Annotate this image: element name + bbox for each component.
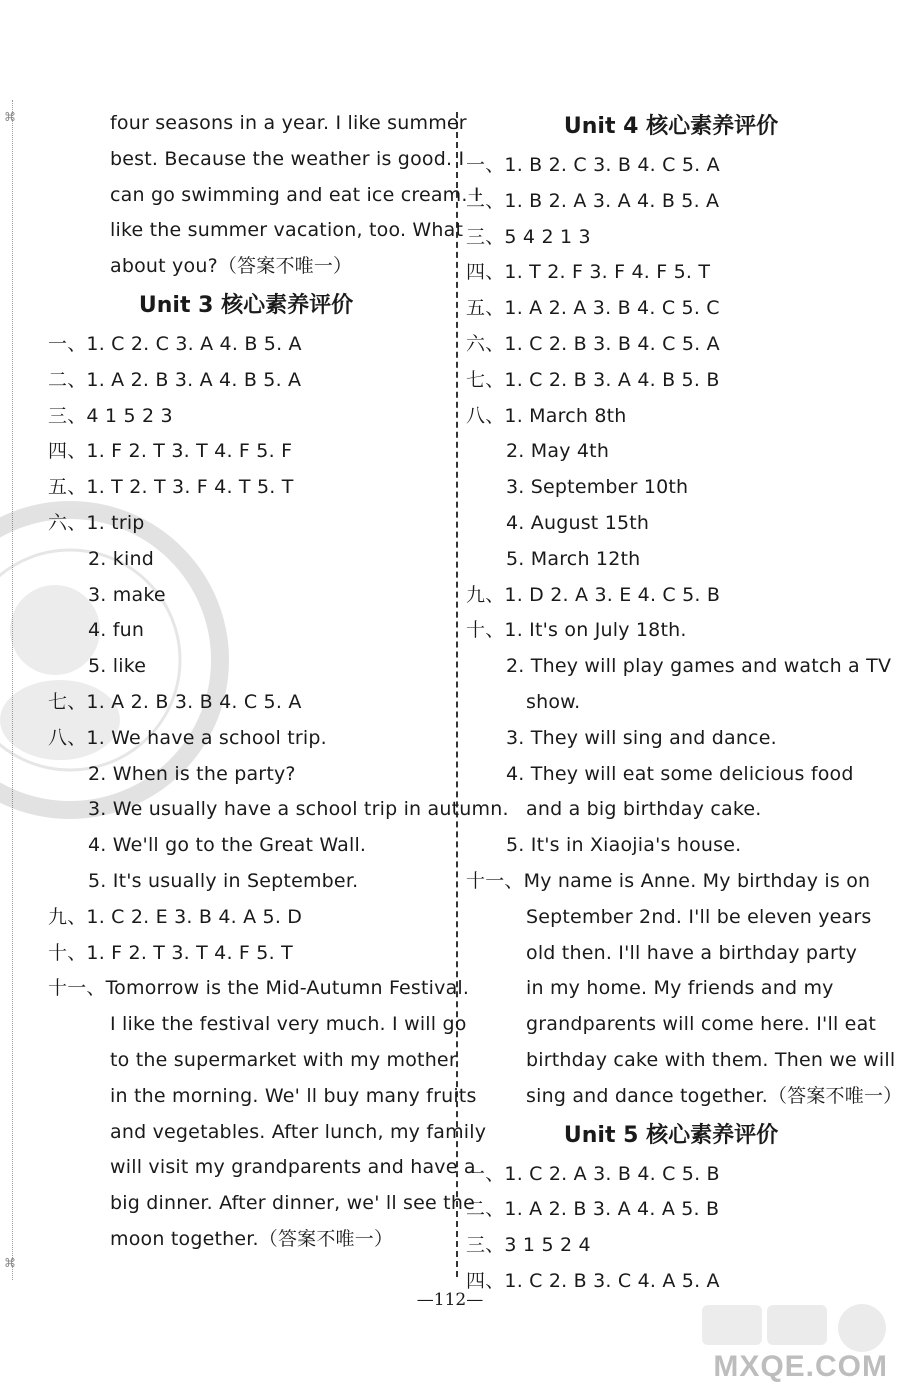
answer-line: 3. We usually have a school trip in autumn. — [88, 798, 509, 821]
answer-line: 2. They will play games and watch a TV — [506, 655, 892, 678]
answer-line: 三、4 1 5 2 3 — [48, 404, 173, 427]
answer-line: 2. May 4th — [506, 440, 610, 463]
answer-line: 十一、My name is Anne. My birthday is on — [466, 869, 871, 892]
answer-line: and vegetables. After lunch, my family — [110, 1120, 487, 1143]
answer-line: 十、1. F 2. T 3. T 4. F 5. T — [48, 941, 293, 964]
answer-line: four seasons in a year. I like summer — [110, 112, 467, 134]
left-answer-column — [48, 106, 509, 1258]
answer-line: 3. They will sing and dance. — [506, 726, 777, 749]
answer-line: 4. We'll go to the Great Wall. — [88, 834, 367, 857]
answer-line: 二、1. A 2. B 3. A 4. B 5. A — [48, 368, 302, 391]
answer-line: 3. September 10th — [506, 476, 689, 499]
answer-line: in my home. My friends and my — [526, 977, 834, 1000]
answer-line: 一、1. C 2. C 3. A 4. B 5. A — [48, 332, 302, 355]
answer-line: 4. August 15th — [506, 511, 650, 534]
answer-line: in the morning. We' ll buy many fruits — [110, 1084, 477, 1107]
answer-line: like the summer vacation, too. What — [110, 219, 464, 242]
answer-line: 七、1. C 2. B 3. A 4. B 5. B — [466, 368, 720, 391]
page-number: —112— — [416, 1290, 484, 1310]
answer-line: to the supermarket with my mother — [110, 1048, 457, 1071]
answer-line: 九、1. D 2. A 3. E 4. C 5. B — [466, 583, 721, 606]
answer-line: 四、1. T 2. F 3. F 4. F 5. T — [466, 261, 711, 284]
answer-line: and a big birthday cake. — [526, 798, 762, 821]
answer-line: 二、1. B 2. A 3. A 4. B 5. A — [466, 189, 720, 212]
answer-line: 八、1. We have a school trip. — [48, 726, 327, 749]
answer-line: 六、1. C 2. B 3. B 4. C 5. A — [466, 332, 720, 355]
answer-line: big dinner. After dinner, we' ll see the — [110, 1192, 475, 1215]
answer-line: will visit my grandparents and have a — [110, 1156, 476, 1179]
answer-line: 5. It's usually in September. — [88, 869, 359, 892]
answer-line: 三、3 1 5 2 4 — [466, 1234, 591, 1257]
unit-heading: Unit 3 核心素养评价 — [138, 292, 354, 318]
answer-line: 4. They will eat some delicious food — [506, 762, 854, 785]
answer-line: 2. kind — [88, 547, 154, 570]
answer-line: 5. It's in Xiaojia's house. — [506, 834, 742, 857]
unit-heading: Unit 5 核心素养评价 — [563, 1122, 779, 1148]
watermark-text: MXQE.COM — [713, 1350, 888, 1383]
answer-line: 5. March 12th — [506, 547, 641, 570]
answer-line: 四、1. C 2. B 3. C 4. A 5. A — [466, 1269, 720, 1292]
answer-line: grandparents will come here. I'll eat — [526, 1013, 877, 1036]
unit-heading: Unit 4 核心素养评价 — [563, 114, 779, 139]
answer-line: 七、1. A 2. B 3. B 4. C 5. A — [48, 690, 302, 713]
answer-line: 十一、Tomorrow is the Mid-Autumn Festival. — [48, 977, 470, 1000]
answer-line: 八、1. March 8th — [466, 404, 627, 427]
answer-line: 六、1. trip — [48, 511, 145, 534]
answer-line: 5. like — [88, 655, 147, 678]
answer-line: birthday cake with them. Then we will — [526, 1048, 896, 1071]
answer-line: best. Because the weather is good. I — [110, 147, 465, 170]
answer-line: 二、1. A 2. B 3. A 4. A 5. B — [466, 1198, 720, 1221]
answer-line: 一、1. C 2. A 3. B 4. C 5. B — [466, 1162, 720, 1185]
answer-line: 五、1. T 2. T 3. F 4. T 5. T — [48, 476, 294, 499]
answer-line: can go swimming and eat ice cream. I — [110, 183, 480, 206]
answer-line: 三、5 4 2 1 3 — [466, 225, 591, 248]
answer-line: 3. make — [88, 583, 166, 606]
answer-line: September 2nd. I'll be eleven years — [526, 905, 872, 928]
binding-knot-icon: ⌘ — [4, 110, 16, 124]
answer-line: 五、1. A 2. A 3. B 4. C 5. C — [466, 297, 720, 320]
answer-line: I like the festival very much. I will go — [110, 1013, 467, 1036]
answer-line: 4. fun — [88, 619, 145, 642]
binding-knot-icon: ⌘ — [4, 1256, 16, 1270]
answer-line: about you?（答案不唯一） — [110, 255, 353, 278]
answer-line: 十、1. It's on July 18th. — [466, 619, 687, 642]
answer-line: 2. When is the party? — [88, 762, 296, 785]
answer-line: 一、1. B 2. C 3. B 4. C 5. A — [466, 154, 720, 176]
right-answer-column — [466, 106, 902, 1300]
answer-line: moon together.（答案不唯一） — [110, 1227, 394, 1250]
answer-line: 四、1. F 2. T 3. T 4. F 5. F — [48, 440, 293, 463]
answer-line: sing and dance together.（答案不唯一） — [526, 1084, 902, 1107]
answer-line: 九、1. C 2. E 3. B 4. A 5. D — [48, 905, 303, 928]
answer-line: show. — [526, 690, 581, 713]
answer-line: old then. I'll have a birthday party — [526, 941, 858, 964]
